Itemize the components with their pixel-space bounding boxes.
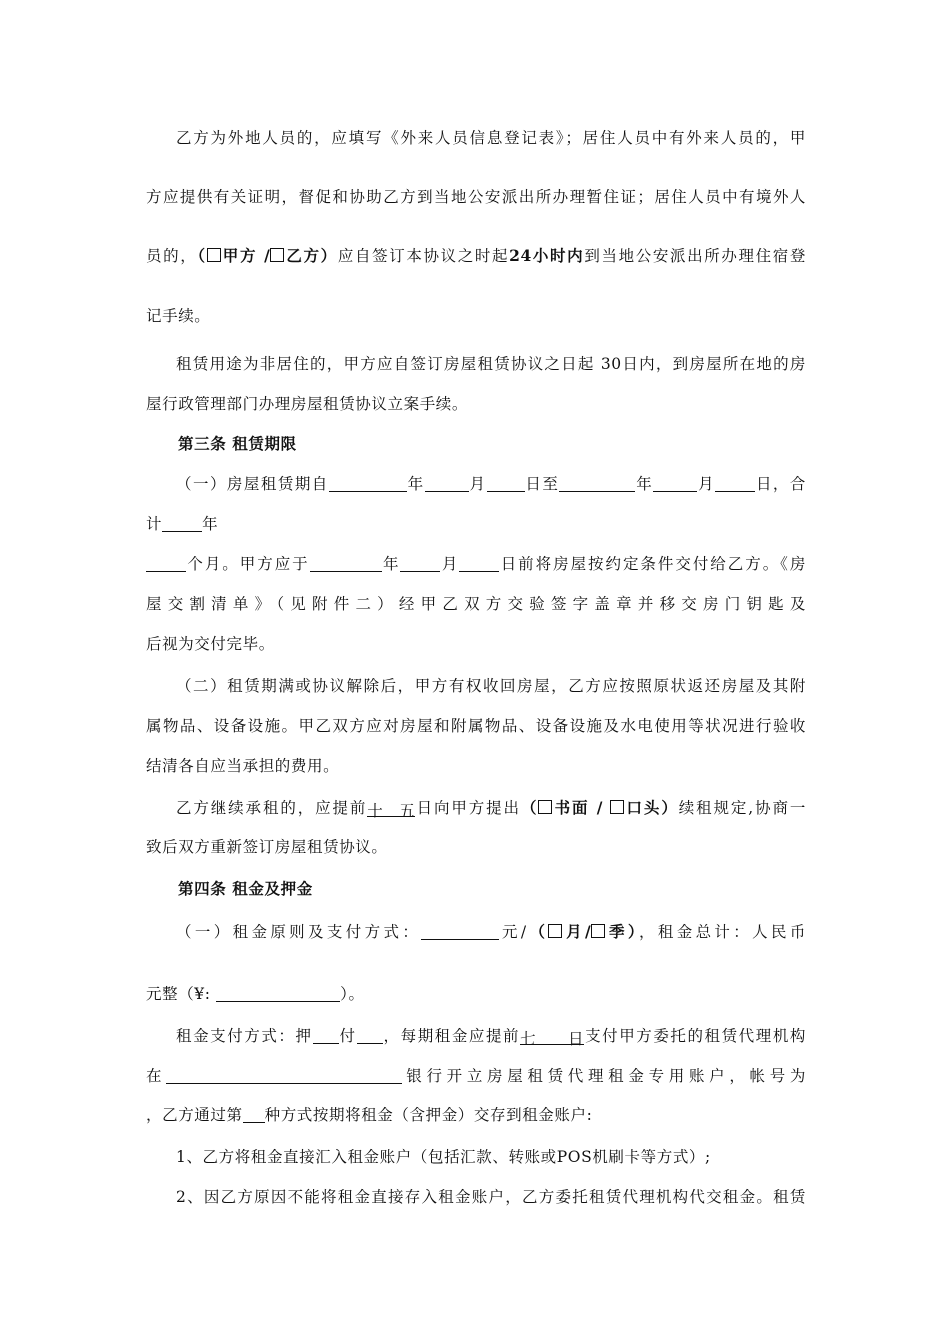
handover-day-blank[interactable]	[459, 555, 499, 572]
paragraph-line: 租赁用途为非居住的，甲方应自签订房屋租赁协议之日起 30日内，到房屋所在地的房	[176, 355, 806, 373]
paragraph-line: 结清各自应当承担的费用。	[146, 757, 340, 775]
advance-days-field[interactable]: 七日	[520, 1030, 585, 1048]
checkbox-written[interactable]	[538, 800, 552, 814]
paragraph-line: （二）租赁期满或协议解除后，甲方有权收回房屋，乙方应按照原状返还房屋及其附	[176, 677, 806, 695]
end-month-blank[interactable]	[653, 475, 697, 492]
lease-term-line: （一）房屋租赁期自 年 月 日至 年 月 日，合	[176, 475, 806, 493]
checkbox-oral[interactable]	[610, 800, 624, 814]
end-year-blank[interactable]	[559, 475, 635, 492]
article-4-title: 第四条 租金及押金	[178, 879, 313, 898]
end-day-blank[interactable]	[715, 475, 755, 492]
paragraph-line: 致后双方重新签订房屋租赁协议。	[146, 838, 388, 856]
payment-method-line: 租金支付方式：押 付 ，每期租金应提前七日支付甲方委托的租赁代理机构	[176, 1027, 806, 1048]
rent-amount-blank[interactable]	[421, 923, 499, 940]
list-item: 1、乙方将租金直接汇入租金账户（包括汇款、转账或POS机刷卡等方式）;	[176, 1148, 711, 1166]
paragraph-line: 记手续。	[146, 307, 211, 325]
checkbox-quarterly[interactable]	[591, 924, 605, 938]
total-months-blank[interactable]	[146, 555, 186, 572]
renewal-days-field[interactable]: 十五	[367, 802, 416, 820]
start-year-blank[interactable]	[329, 475, 407, 492]
checkbox-monthly[interactable]	[548, 924, 562, 938]
renewal-line: 乙方继续承租的，应提前十五日向甲方提出（ 书面 / 口头）续租规定,协商一	[176, 798, 806, 820]
lease-term-line: 计 年	[146, 515, 219, 533]
paragraph-line: 方应提供有关证明，督促和协助乙方到当地公安派出所办理暂住证；居住人员中有境外人	[146, 188, 806, 206]
start-day-blank[interactable]	[487, 475, 525, 492]
paragraph-line: 屋交割清单》（见附件二）经甲乙双方交验签字盖章并移交房门钥匙及	[146, 595, 806, 613]
article-3-title: 第三条 租赁期限	[178, 434, 297, 453]
account-line: ，乙方通过第 种方式按期将租金（含押金）交存到租金账户:	[146, 1106, 593, 1124]
rent-total-line: 元整（¥: ）。	[146, 985, 365, 1003]
rent-standard-line: （一）租金原则及支付方式： 元/（ 月/ 季），租金总计：人民币	[176, 922, 806, 941]
handover-year-blank[interactable]	[310, 555, 382, 572]
handover-month-blank[interactable]	[400, 555, 440, 572]
paragraph-line: 属物品、设备设施。甲乙双方应对房屋和附属物品、设备设施及水电使用等状况进行验收	[146, 717, 806, 735]
paragraph-line: 员的，（ 甲方 / 乙方）应自签订本协议之时起24小时内到当地公安派出所办理住宿登	[146, 246, 806, 265]
checkbox-party-a[interactable]	[207, 248, 221, 262]
deposit-months-blank[interactable]	[313, 1027, 339, 1044]
total-years-blank[interactable]	[162, 515, 202, 532]
pay-months-blank[interactable]	[357, 1027, 383, 1044]
bank-line: 在 银行开立房屋租赁代理租金专用账户，帐号为	[146, 1067, 806, 1085]
paragraph-line: 后视为交付完毕。	[146, 635, 275, 653]
paragraph-line: 屋行政管理部门办理房屋租赁协议立案手续。	[146, 395, 469, 413]
lease-term-line: 个月。甲方应于 年 月 日前将房屋按约定条件交付给乙方。《房	[146, 553, 806, 575]
paragraph-line: 乙方为外地人员的，应填写《外来人员信息登记表》；居住人员中有外来人员的，甲	[176, 129, 806, 147]
start-month-blank[interactable]	[425, 475, 469, 492]
rent-total-blank[interactable]	[216, 985, 340, 1002]
bank-name-blank[interactable]	[166, 1067, 402, 1084]
list-item: 2、因乙方原因不能将租金直接存入租金账户，乙方委托租赁代理机构代交租金。租赁	[176, 1188, 806, 1206]
method-number-blank[interactable]	[243, 1106, 265, 1123]
checkbox-party-b[interactable]	[270, 248, 284, 262]
